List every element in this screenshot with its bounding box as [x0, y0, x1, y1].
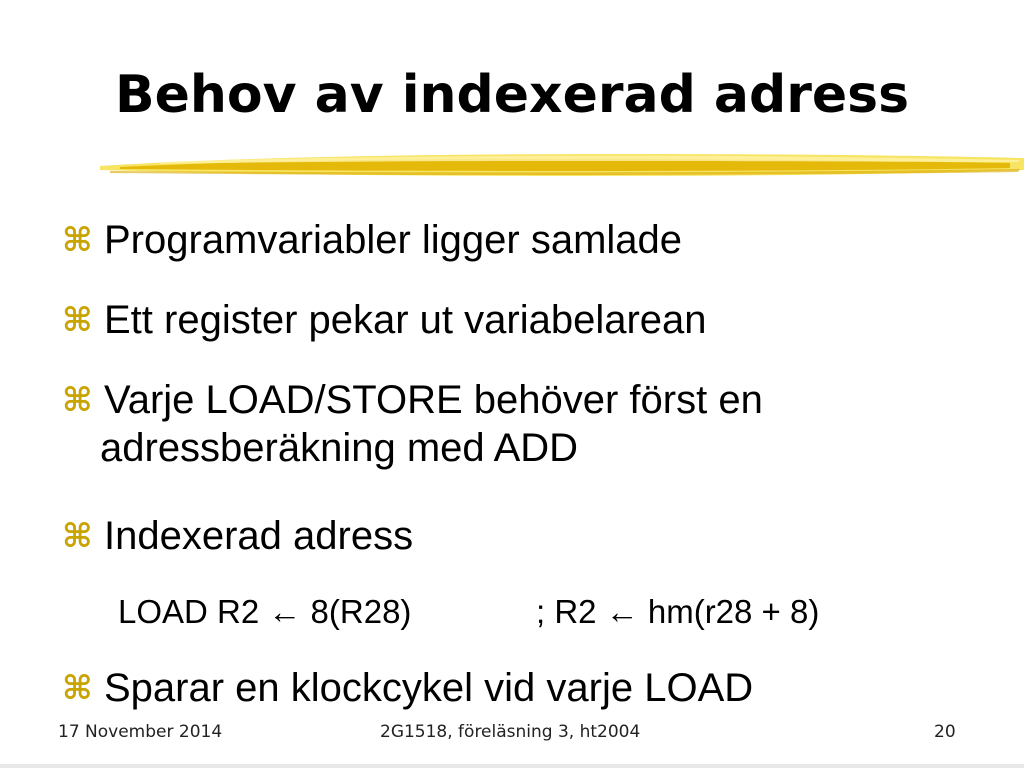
bullet-text: Programvariabler ligger samlade	[104, 218, 683, 262]
bullet-glyph-icon: ⌘	[62, 516, 93, 555]
footer-page-number: 20	[934, 722, 956, 742]
bullet-text: Indexerad adress	[104, 514, 414, 558]
footer-course: 2G1518, föreläsning 3, ht2004	[380, 722, 641, 742]
bullet-glyph-icon: ⌘	[62, 380, 93, 419]
bullet-text: Ett register pekar ut variabelarean	[104, 298, 707, 342]
bullet-glyph-icon: ⌘	[62, 220, 93, 259]
bullet-item	[62, 376, 763, 472]
slide-title: Behov av indexerad adress	[114, 65, 910, 125]
bullet-glyph-icon: ⌘	[62, 300, 93, 339]
bullet-text-continuation: adressberäkning med ADD	[100, 426, 579, 470]
code-example	[118, 590, 820, 634]
bullet-glyph-icon: ⌘	[62, 668, 93, 707]
bottom-rule	[0, 764, 1024, 768]
bullet-item	[62, 216, 682, 264]
code-comment: ; R2 ← hm(r28 + 8)	[536, 593, 820, 630]
bullet-text: Varje LOAD/STORE behöver först en	[104, 378, 763, 422]
bullet-item	[62, 296, 707, 344]
title-underline-brush	[100, 140, 1024, 186]
footer-date: 17 November 2014	[58, 722, 223, 742]
bullet-item	[62, 664, 753, 712]
bullet-item	[62, 512, 413, 560]
bullet-text: Sparar en klockcykel vid varje LOAD	[104, 666, 754, 710]
code-instruction: LOAD R2 ← 8(R28)	[118, 593, 412, 630]
